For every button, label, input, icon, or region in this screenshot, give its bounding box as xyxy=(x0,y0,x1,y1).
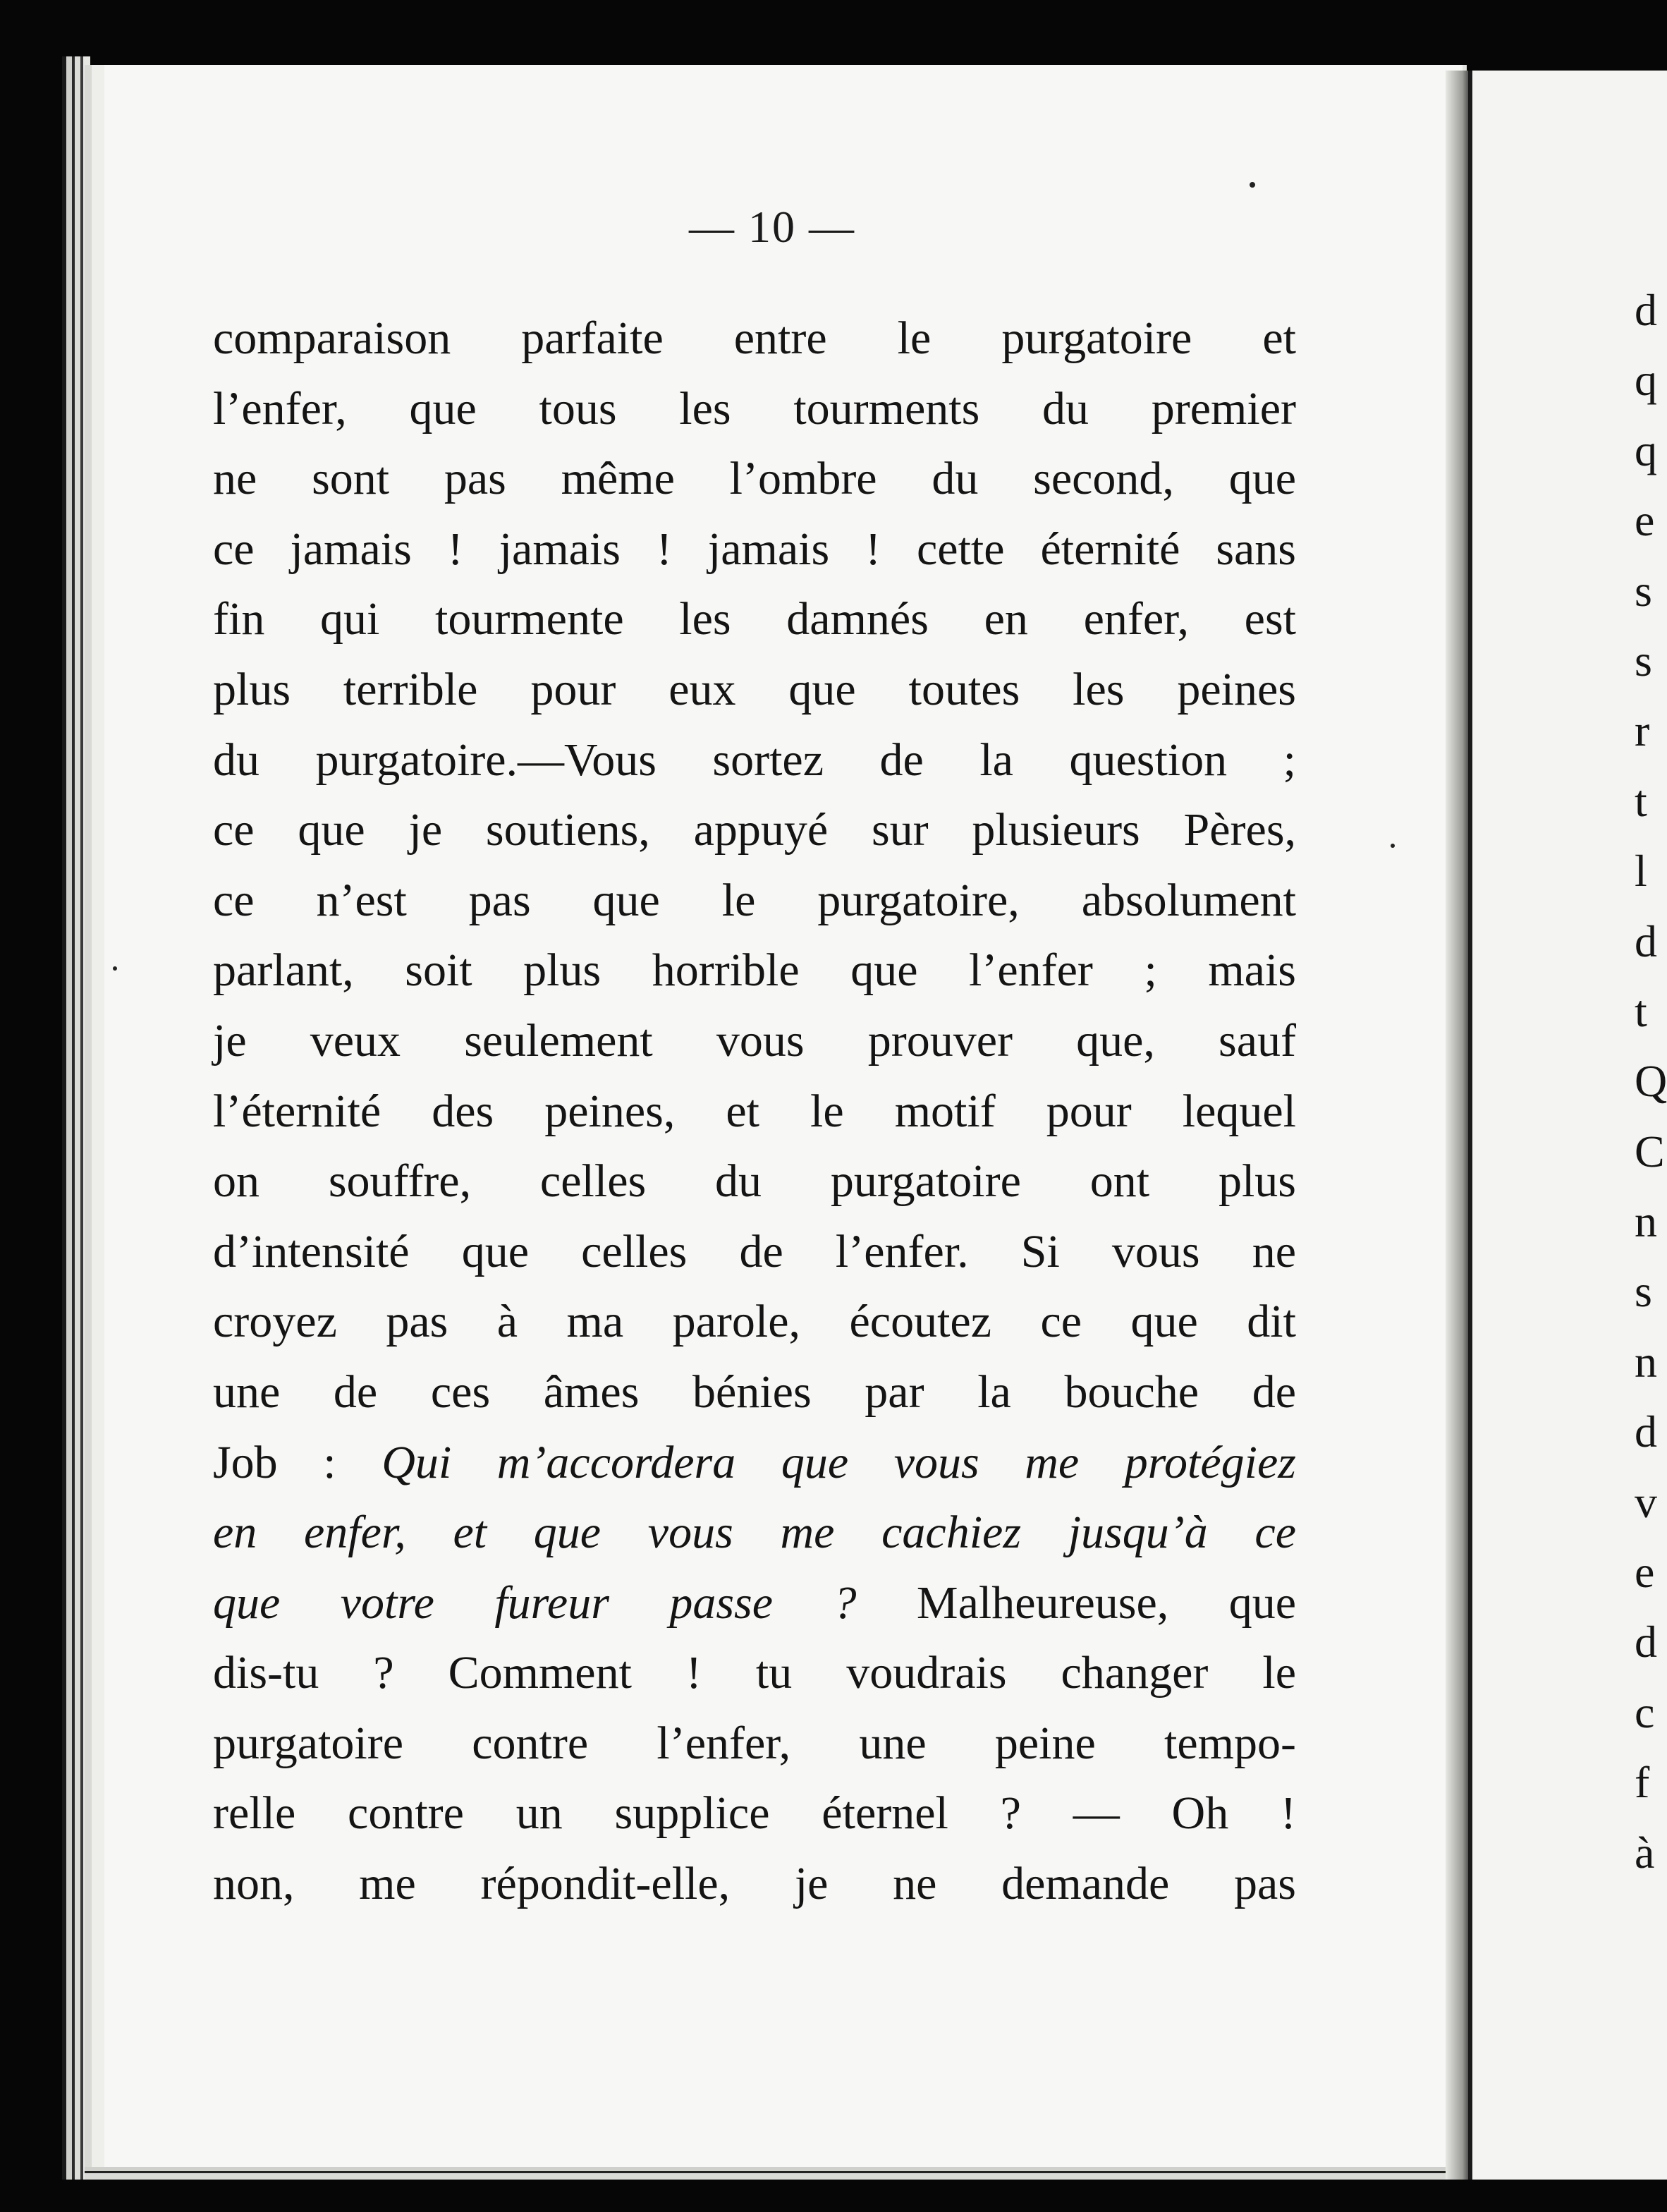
right-page-letter: r xyxy=(1635,705,1650,756)
page-number-header: — 10 — xyxy=(689,202,855,252)
right-page-letter: s xyxy=(1635,565,1652,616)
text-segment: parlant, soit plus horrible que l’enfer ; mais xyxy=(213,944,1296,997)
right-page-letter: d xyxy=(1635,285,1657,335)
body-text xyxy=(213,303,1296,1919)
right-page-letter: l xyxy=(1635,846,1647,897)
right-page-letter: d xyxy=(1635,1406,1657,1457)
text-segment: l’enfer, que tous les tourments du premier xyxy=(213,382,1296,435)
text-segment: croyez pas à ma parole, écoutez ce que dit xyxy=(213,1296,1296,1348)
right-page-letter: t xyxy=(1635,985,1647,1036)
right-page-letter: t xyxy=(1635,775,1647,826)
text-segment: je veux seulement vous prouver que, sauf xyxy=(213,1014,1296,1066)
italic-quote-segment: en enfer, et que vous me cachiez jusqu’à ce xyxy=(213,1507,1296,1559)
right-page-letter: s xyxy=(1635,1266,1652,1317)
text-segment: non, me répondit-elle, je ne demande pas xyxy=(213,1858,1296,1910)
italic-quote-segment: Qui m’accordera que vous me protégiez xyxy=(381,1436,1296,1488)
scan-speck xyxy=(113,966,117,971)
text-line xyxy=(213,1778,1296,1849)
text-segment: l’éternité des peines, et le motif pour lequel xyxy=(213,1085,1296,1137)
text-line xyxy=(213,865,1296,936)
text-line xyxy=(213,1849,1296,1919)
text-segment: ce jamais ! jamais ! jamais ! cette éternité sans xyxy=(213,523,1296,575)
right-page-letter: d xyxy=(1635,1617,1657,1667)
right-page-letter: q xyxy=(1635,425,1657,475)
text-line xyxy=(213,795,1296,865)
text-segment: ne sont pas même l’ombre du second, que xyxy=(213,453,1296,505)
right-page-letter: à xyxy=(1635,1827,1655,1878)
right-page-letter: Q xyxy=(1635,1056,1667,1107)
text-line xyxy=(213,1708,1296,1779)
right-page-letter: v xyxy=(1635,1476,1657,1527)
text-line xyxy=(213,374,1296,444)
right-page-line-starts xyxy=(1635,275,1667,1888)
text-line xyxy=(213,584,1296,655)
text-line xyxy=(213,655,1296,725)
text-line xyxy=(213,1568,1296,1639)
text-line xyxy=(213,514,1296,585)
text-line xyxy=(213,1357,1296,1428)
text-segment: relle contre un supplice éternel ? — Oh ! xyxy=(213,1787,1296,1840)
right-page-letter: q xyxy=(1635,355,1657,406)
text-segment: du purgatoire.—Vous sortez de la question ; xyxy=(213,734,1296,786)
text-segment: ce n’est pas que le purgatoire, absolument xyxy=(213,874,1296,926)
text-segment: une de ces âmes bénies par la bouche de xyxy=(213,1366,1296,1418)
text-segment: ce que je soutiens, appuyé sur plusieurs Pères, xyxy=(213,804,1296,856)
text-line xyxy=(213,1006,1296,1076)
text-segment: dis-tu ? Comment ! tu voudrais changer le xyxy=(213,1647,1296,1699)
text-line xyxy=(213,935,1296,1006)
text-segment: Job : xyxy=(213,1436,382,1488)
text-segment: plus terrible pour eux que toutes les peines xyxy=(213,663,1296,715)
text-line xyxy=(213,1146,1296,1217)
text-line xyxy=(213,1217,1296,1287)
right-page-letter: e xyxy=(1635,495,1655,546)
text-line xyxy=(213,725,1296,796)
text-segment: purgatoire contre l’enfer, une peine tempo- xyxy=(213,1717,1296,1769)
right-page-letter: C xyxy=(1635,1126,1665,1177)
text-line xyxy=(213,1638,1296,1708)
right-page-letter: n xyxy=(1635,1196,1657,1247)
scan-speck xyxy=(1250,182,1255,188)
text-line xyxy=(213,1428,1296,1498)
scan-speck xyxy=(1391,844,1395,848)
text-segment: Malheureuse, que xyxy=(856,1576,1296,1629)
text-line xyxy=(213,1076,1296,1147)
text-segment: comparaison parfaite entre le purgatoire et xyxy=(213,312,1296,364)
right-page-letter: d xyxy=(1635,916,1657,966)
text-line xyxy=(213,444,1296,514)
text-line xyxy=(213,1497,1296,1568)
right-page-letter: c xyxy=(1635,1687,1655,1737)
page-bottom-edge xyxy=(85,2167,1467,2180)
italic-quote-segment: que votre fureur passe ? xyxy=(213,1576,857,1629)
right-page-letter: f xyxy=(1635,1757,1650,1808)
text-line xyxy=(213,1287,1296,1357)
text-line xyxy=(213,303,1296,374)
text-segment: fin qui tourmente les damnés en enfer, est xyxy=(213,593,1296,645)
right-page-letter: e xyxy=(1635,1547,1655,1598)
text-segment: on souffre, celles du purgatoire ont plus xyxy=(213,1155,1296,1208)
text-segment: d’intensité que celles de l’enfer. Si vous ne xyxy=(213,1225,1296,1277)
right-page-letter: n xyxy=(1635,1336,1657,1387)
right-page-letter: s xyxy=(1635,635,1652,686)
